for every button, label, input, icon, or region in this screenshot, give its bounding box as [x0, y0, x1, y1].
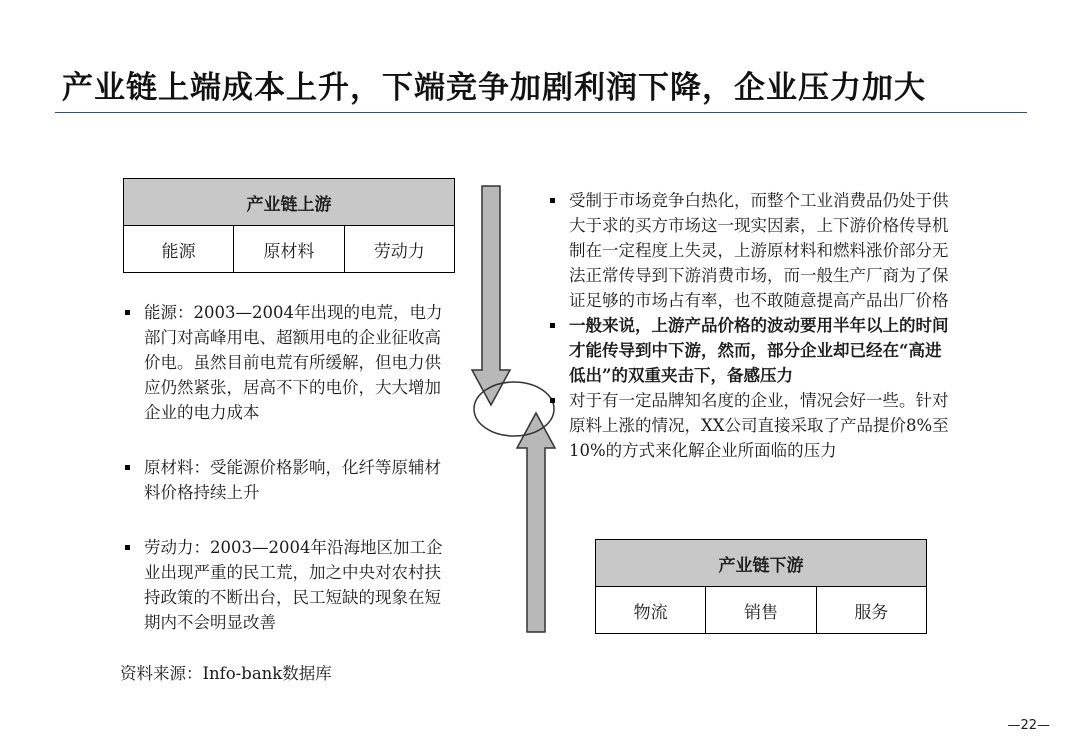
upstream-cell-labor: 劳动力 [373, 241, 425, 262]
bullet-brand: 对于有一定品牌知名度的企业，情况会好一些。针对原料上涨的情况，XX公司直接采取了产品提价8%至10%的方式来化解企业所面临的压力 [547, 388, 957, 463]
bullet-materials: 原材料：受能源价格影响，化纤等原辅材料价格持续上升 [122, 455, 456, 505]
page-title: 产业链上端成本上升，下端竞争加剧利润下降，企业压力加大 [62, 70, 926, 106]
upstream-cell-energy: 能源 [124, 226, 234, 272]
down-arrow-icon [472, 186, 510, 405]
page-number: —22— [1007, 718, 1050, 733]
upstream-header: 产业链上游 [124, 179, 454, 226]
bullet-energy: 能源：2003—2004年出现的电荒，电力部门对高峰用电、超额用电的企业征收高价电。虽然目前电荒有所缓解，但电力供应仍然紧张，居高不下的电价，大大增加企业的电力成本 [122, 300, 456, 425]
downstream-header: 产业链下游 [596, 540, 926, 587]
bullet-labor: 劳动力：2003—2004年沿海地区加工企业出现严重的民工荒，加之中央对农村扶持政策的不断出台，民工短缺的现象在短期内不会明显改善 [122, 535, 456, 635]
bullet-price-transmission: 一般来说，上游产品价格的波动要用半年以上的时间才能传导到中下游，然而，部分企业却已经在“高进低出”的双重夹击下，备感压力 [547, 313, 957, 388]
upstream-bullet-list [122, 300, 456, 635]
downstream-cell-logistics: 物流 [596, 587, 706, 633]
cycle-loop-icon [474, 382, 554, 436]
source-note: 资料来源：Info-bank数据库 [120, 664, 332, 683]
downstream-bullet-list [547, 188, 957, 463]
title-divider [55, 112, 1027, 113]
downstream-cell-sales: 销售 [706, 587, 816, 633]
flow-diagram [460, 180, 560, 640]
bullet-market: 受制于市场竞争白热化，而整个工业消费品仍处于供大于求的买方市场这一现实因素，上下游价格传导机制在一定程度上失灵，上游原材料和燃料涨价部分无法正常传导到下游消费市场，而一般生产厂商为了保证足够的市场占有率，也不敢随意提高产品出厂价格 [547, 188, 957, 313]
downstream-box [595, 539, 927, 634]
downstream-cell-service: 服务 [854, 602, 889, 623]
upstream-cell-materials: 原材料 [234, 226, 344, 272]
upstream-box [123, 178, 455, 273]
